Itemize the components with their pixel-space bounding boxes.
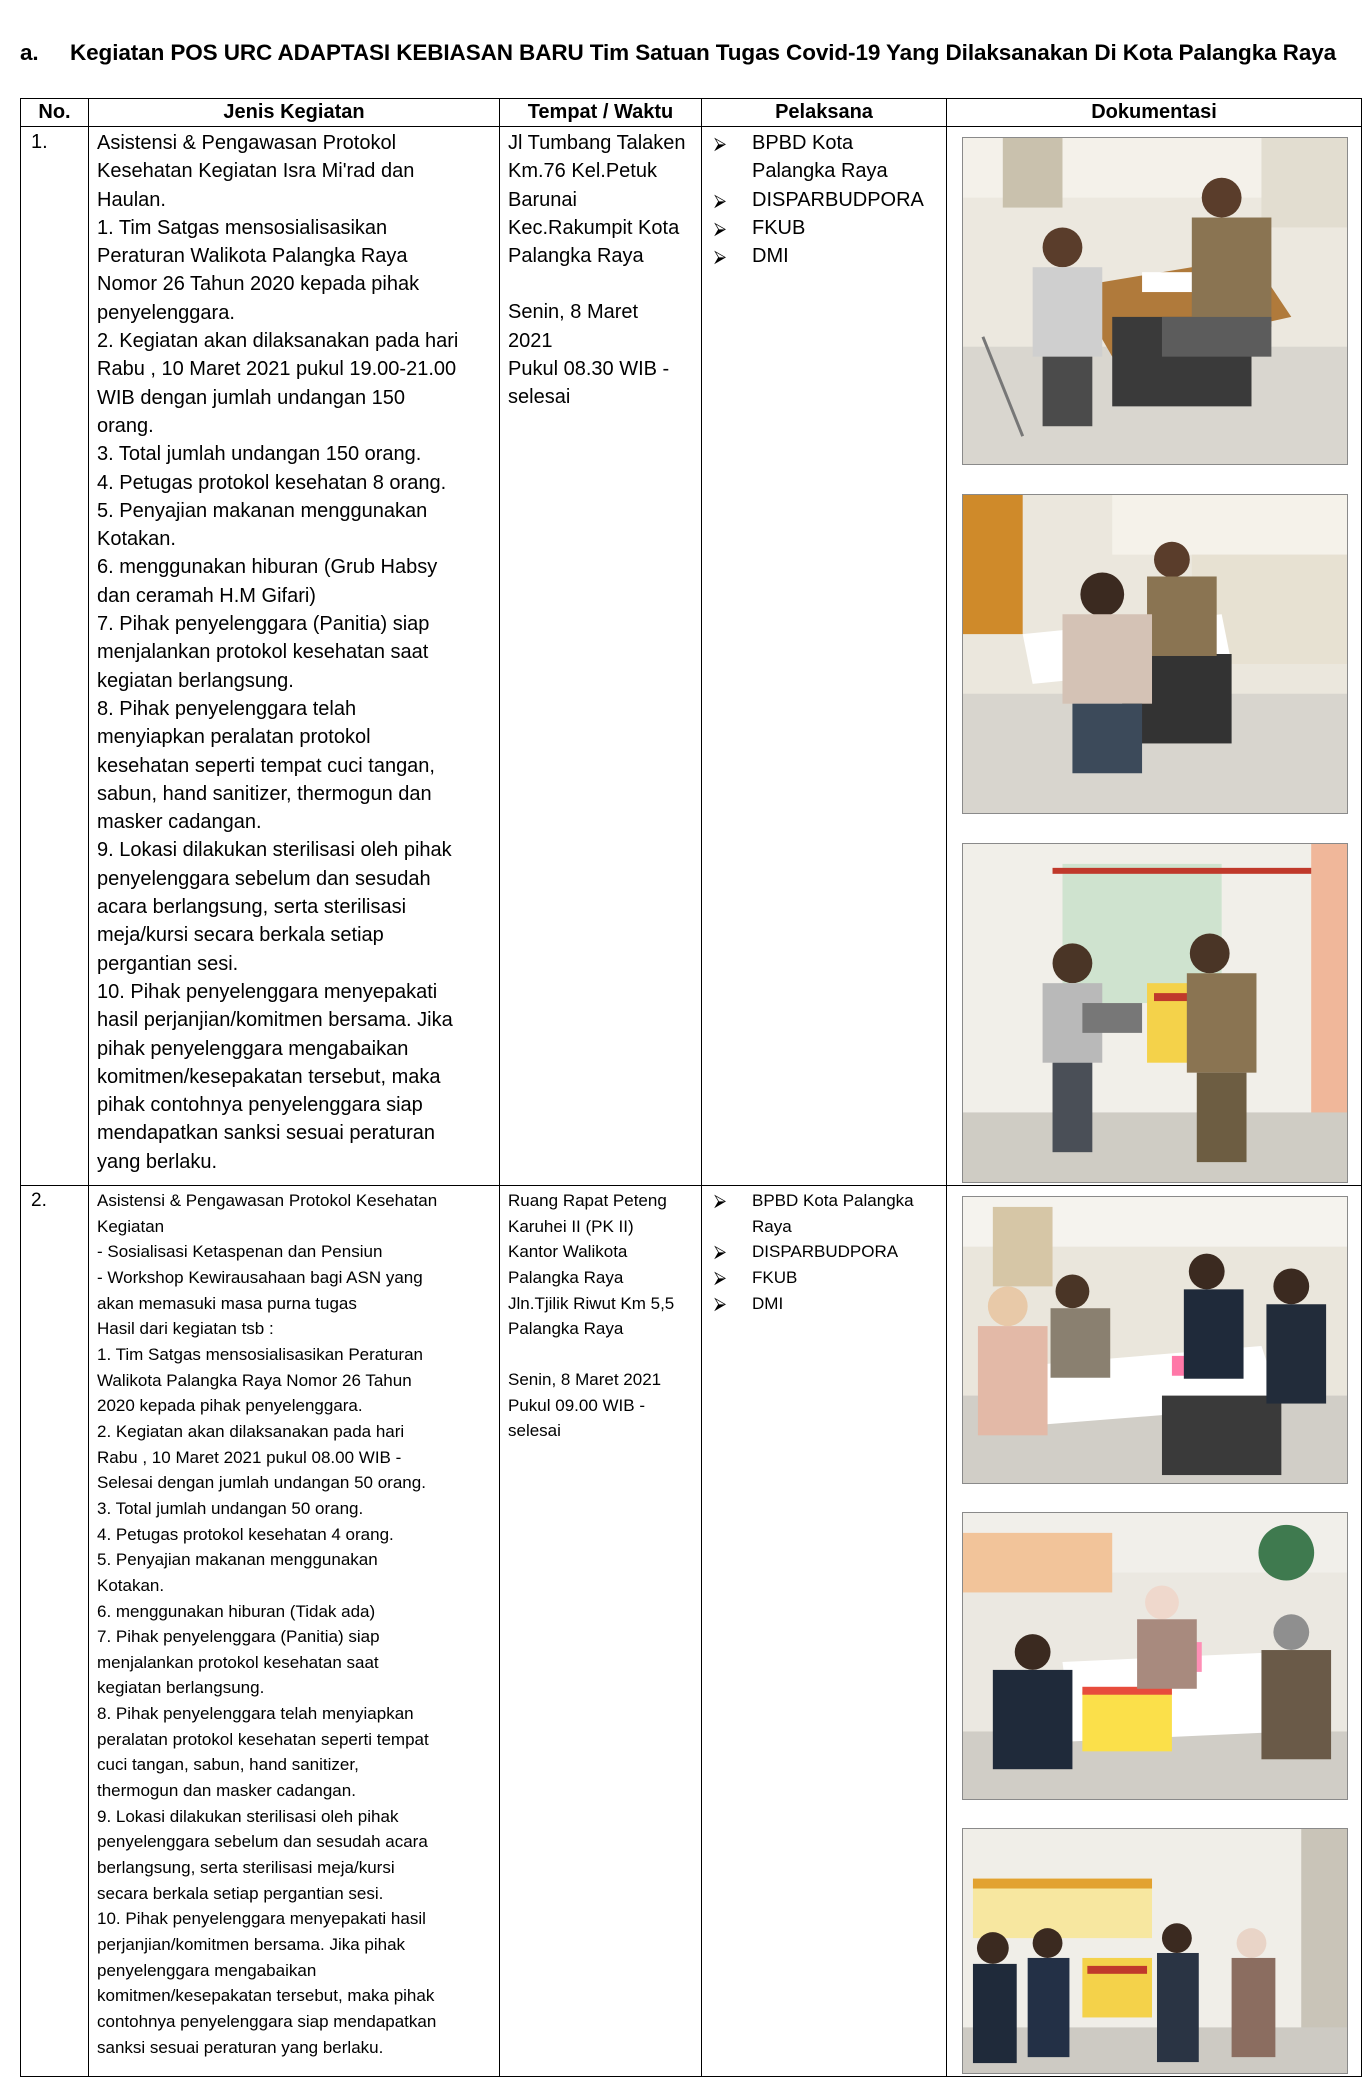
arrowhead-bullet-icon: ⮚: [714, 1242, 727, 1263]
text-line: 3. Total jumlah undangan 150 orang.: [97, 443, 422, 466]
row-number: 2.: [21, 1186, 89, 2077]
text-line: berlangsung, serta sterilisasi meja/kursi: [97, 1858, 395, 1878]
activity-table: [20, 98, 1362, 2077]
arrowhead-bullet-icon: ⮚: [714, 1191, 727, 1211]
text-line: Kegiatan: [97, 1216, 165, 1236]
section-heading: [20, 40, 1350, 66]
executor-item: [710, 214, 938, 242]
text-line: Asistensi & Pengawasan Protokol: [97, 132, 397, 154]
documentation-photo: [962, 1196, 1348, 1484]
executor-item: [710, 242, 938, 270]
place-line: Karuhei II (PK II): [508, 1216, 634, 1236]
text-line: 1. Tim Satgas mensosialisasikan: [97, 216, 388, 239]
executor-item: [710, 186, 938, 214]
text-line: orang.: [97, 414, 154, 437]
text-line: peralatan protokol kesehatan seperti tempat: [97, 1729, 429, 1749]
text-line: penyelenggara sebelum dan sesudah acara: [97, 1832, 428, 1852]
banner-group-photo: [963, 1829, 1347, 2073]
text-line: Asistensi & Pengawasan Protokol Kesehatan: [97, 1191, 438, 1210]
executor-label: DMI: [752, 245, 789, 268]
text-line: Hasil dari kegiatan tsb :: [97, 1319, 274, 1339]
documentation-photo: [962, 843, 1348, 1183]
text-line: kesehatan seperti tempat cuci tangan,: [97, 754, 435, 777]
text-line: Walikota Palangka Raya Nomor 26 Tahun: [97, 1370, 412, 1390]
documentation-photo: [962, 137, 1348, 465]
text-line: Haulan.: [97, 188, 166, 211]
poster-handover-photo: [963, 844, 1347, 1182]
arrowhead-bullet-icon: ⮚: [714, 218, 727, 239]
table-header-row: [21, 99, 1362, 127]
text-line: penyelenggara mengabaikan: [97, 1960, 317, 1980]
executor-label: BPBD Kota: [752, 132, 854, 154]
text-line: - Workshop Kewirausahaan bagi ASN yang: [97, 1267, 423, 1287]
executor-label: DMI: [752, 1293, 784, 1313]
text-line: menyiapkan peralatan protokol: [97, 726, 371, 749]
text-line: pihak contohnya penyelenggara siap: [97, 1094, 423, 1117]
time-line: selesai: [508, 1421, 561, 1441]
executor-item: [710, 1265, 938, 1291]
text-line: sabun, hand sanitizer, thermogun dan: [97, 782, 432, 805]
meeting-room-photo: [963, 1197, 1347, 1483]
executor-item: [710, 1188, 938, 1239]
place-line: Palangka Raya: [508, 1267, 624, 1287]
office-desk-photo: [963, 138, 1347, 464]
text-line: perjanjian/komitmen bersama. Jika pihak: [97, 1935, 406, 1955]
text-line: acara berlangsung, serta sterilisasi: [97, 896, 407, 919]
documentation-photo: [962, 1512, 1348, 1800]
place-line: Barunai: [508, 188, 577, 211]
text-line: sanksi sesuai peraturan yang berlaku.: [97, 2037, 384, 2057]
text-line: 3. Total jumlah undangan 50 orang.: [97, 1498, 364, 1518]
header-dokumentasi: Dokumentasi: [947, 99, 1362, 127]
time-line: selesai: [508, 386, 571, 409]
header-pelaksana: Pelaksana: [702, 99, 947, 127]
text-line: 10. Pihak penyelenggara menyepakati: [97, 980, 438, 1003]
text-line: Rabu , 10 Maret 2021 pukul 19.00-21.00: [97, 358, 457, 381]
place-line: Palangka Raya: [508, 1319, 624, 1339]
text-line: 10. Pihak penyelenggara menyepakati hasil: [97, 1909, 426, 1929]
text-line: 8. Pihak penyelenggara telah menyiapkan: [97, 1704, 414, 1724]
text-line: masker cadangan.: [97, 811, 262, 834]
documentation: [947, 1186, 1362, 2077]
section-title: Kegiatan POS URC ADAPTASI KEBIASAN BARU Tim Satuan Tugas Covid-19 Yang Dilaksanakan Di Kota Palangka Raya: [70, 40, 1337, 65]
text-line: yang berlaku.: [97, 1150, 218, 1173]
time-line: Pukul 09.00 WIB -: [508, 1395, 646, 1415]
place-time: [500, 1186, 702, 2077]
text-line: WIB dengan jumlah undangan 150: [97, 386, 406, 409]
text-line: pergantian sesi.: [97, 952, 239, 975]
header-jenis-kegiatan: Jenis Kegiatan: [89, 99, 500, 127]
text-line: 4. Petugas protokol kesehatan 4 orang.: [97, 1524, 394, 1544]
desk-consultation-photo: [963, 1513, 1347, 1799]
text-line: 7. Pihak penyelenggara (Panitia) siap: [97, 613, 430, 636]
text-line: kegiatan berlangsung.: [97, 669, 294, 692]
text-line: 2. Kegiatan akan dilaksanakan pada hari: [97, 330, 459, 353]
text-line: penyelenggara sebelum dan sesudah: [97, 867, 431, 890]
text-line: 9. Lokasi dilakukan sterilisasi oleh pihak: [97, 1806, 399, 1826]
activity-description: [89, 1186, 500, 2077]
documentation-photo: [962, 494, 1348, 814]
text-line: Kesehatan Kegiatan Isra Mi'rad dan: [97, 160, 415, 183]
place-time: [500, 127, 702, 1186]
text-line: 2. Kegiatan akan dilaksanakan pada hari: [97, 1421, 405, 1441]
place-line: Palangka Raya: [508, 245, 644, 268]
text-line: 8. Pihak penyelenggara telah: [97, 697, 357, 720]
text-line: 6. menggunakan hiburan (Grub Habsy: [97, 556, 438, 579]
text-line: akan memasuki masa purna tugas: [97, 1293, 357, 1313]
text-line: 9. Lokasi dilakukan sterilisasi oleh pihak: [97, 839, 452, 862]
executor-item: [710, 129, 938, 186]
text-line: 2020 kepada pihak penyelenggara.: [97, 1396, 363, 1416]
table-row: [21, 127, 1362, 1186]
text-line: 7. Pihak penyelenggara (Panitia) siap: [97, 1627, 380, 1647]
text-line: 5. Penyajian makanan menggunakan: [97, 1550, 378, 1570]
arrowhead-bullet-icon: ⮚: [714, 247, 727, 268]
executors: [702, 127, 947, 1186]
text-line: komitmen/kesepakatan tersebut, maka: [97, 1065, 441, 1088]
activity-description: [89, 127, 500, 1186]
arrowhead-bullet-icon: ⮚: [714, 1293, 727, 1314]
text-line: 6. menggunakan hiburan (Tidak ada): [97, 1601, 376, 1621]
text-line: 4. Petugas protokol kesehatan 8 orang.: [97, 471, 447, 494]
documentation-photo: [962, 1828, 1348, 2074]
text-line: mendapatkan sanksi sesuai peraturan: [97, 1122, 435, 1145]
arrowhead-bullet-icon: ⮚: [714, 1267, 727, 1288]
place-line: Kec.Rakumpit Kota: [508, 216, 680, 239]
documentation: [947, 127, 1362, 1186]
spacer: [508, 1342, 693, 1367]
text-line: - Sosialisasi Ketaspenan dan Pensiun: [97, 1242, 383, 1262]
place-line: Jl Tumbang Talaken: [508, 132, 686, 154]
text-line: kegiatan berlangsung.: [97, 1678, 265, 1698]
executor-item: [710, 1239, 938, 1265]
text-line: Kotakan.: [97, 528, 176, 551]
row-number: 1.: [21, 127, 89, 1186]
text-line: meja/kursi secara berkala setiap: [97, 924, 384, 947]
text-line: 1. Tim Satgas mensosialisasikan Peraturan: [97, 1344, 423, 1364]
executor-label: BPBD Kota Palangka: [752, 1191, 914, 1210]
office-discussion-photo: [963, 495, 1347, 813]
section-letter: a.: [20, 40, 39, 65]
executor-label: Raya: [752, 1216, 792, 1236]
text-line: Rabu , 10 Maret 2021 pukul 08.00 WIB -: [97, 1447, 402, 1467]
text-line: Kotakan.: [97, 1575, 165, 1595]
header-tempat-waktu: Tempat / Waktu: [500, 99, 702, 127]
text-line: Nomor 26 Tahun 2020 kepada pihak: [97, 273, 420, 296]
executor-label: DISPARBUDPORA: [752, 1242, 899, 1262]
time-line: Pukul 08.30 WIB -: [508, 358, 670, 381]
text-line: contohnya penyelenggara siap mendapatkan: [97, 2012, 437, 2031]
text-line: pihak penyelenggara mengabaikan: [97, 1037, 409, 1060]
executor-label: FKUB: [752, 1267, 798, 1287]
place-line: Jln.Tjilik Riwut Km 5,5: [508, 1293, 675, 1313]
spacer: [508, 270, 693, 298]
text-line: Peraturan Walikota Palangka Raya: [97, 245, 408, 268]
text-line: hasil perjanjian/komitmen bersama. Jika: [97, 1009, 453, 1032]
executor-label: Palangka Raya: [752, 160, 888, 183]
executors: [702, 1186, 947, 2077]
arrowhead-bullet-icon: ⮚: [714, 190, 727, 211]
text-line: menjalankan protokol kesehatan saat: [97, 641, 429, 664]
text-line: thermogun dan masker cadangan.: [97, 1781, 356, 1801]
text-line: komitmen/kesepakatan tersebut, maka pihak: [97, 1986, 435, 2006]
header-no: No.: [21, 99, 89, 127]
text-line: dan ceramah H.M Gifari): [97, 584, 316, 607]
arrowhead-bullet-icon: ⮚: [714, 134, 727, 154]
time-line: Senin, 8 Maret: [508, 301, 639, 324]
executor-label: FKUB: [752, 216, 806, 239]
text-line: menjalankan protokol kesehatan saat: [97, 1652, 379, 1672]
text-line: cuci tangan, sabun, hand sanitizer,: [97, 1755, 359, 1775]
place-line: Ruang Rapat Peteng: [508, 1191, 667, 1210]
executor-item: [710, 1291, 938, 1317]
text-line: secara berkala setiap pergantian sesi.: [97, 1883, 384, 1903]
text-line: penyelenggara.: [97, 301, 235, 324]
text-line: 5. Penyajian makanan menggunakan: [97, 499, 428, 522]
text-line: Selesai dengan jumlah undangan 50 orang.: [97, 1473, 426, 1493]
place-line: Kantor Walikota: [508, 1242, 628, 1262]
time-line: 2021: [508, 329, 553, 352]
executor-label: DISPARBUDPORA: [752, 188, 924, 211]
table-row: [21, 1186, 1362, 2077]
place-line: Km.76 Kel.Petuk: [508, 160, 657, 183]
time-line: Senin, 8 Maret 2021: [508, 1369, 662, 1389]
